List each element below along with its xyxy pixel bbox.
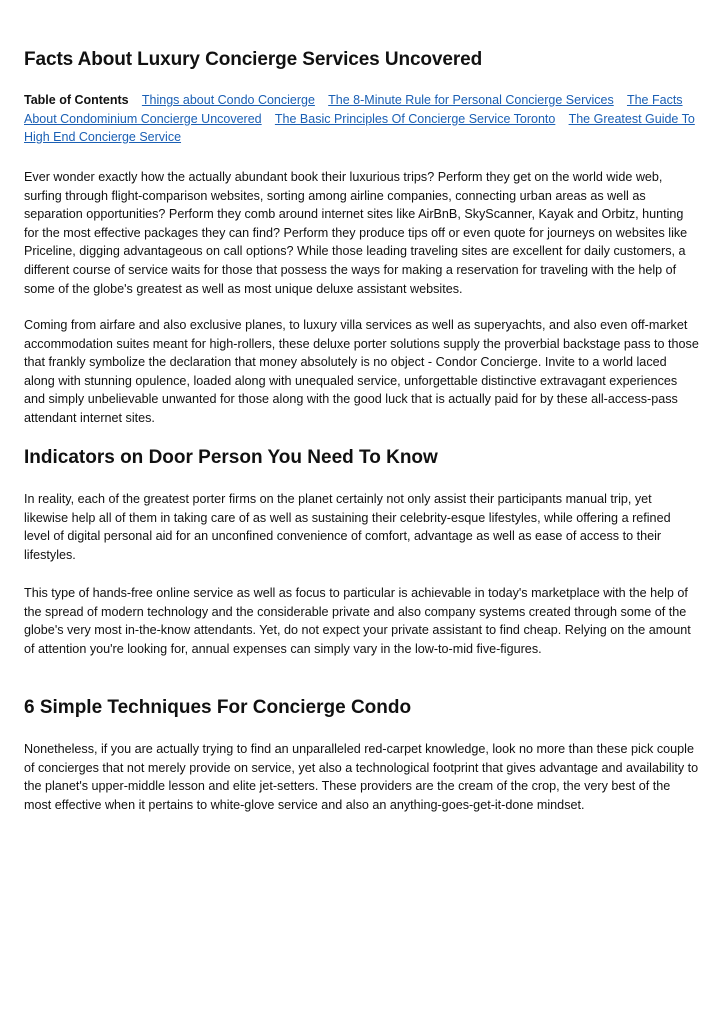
section-2-paragraph-1 bbox=[24, 740, 699, 814]
toc-link-8-minute-rule[interactable]: The 8-Minute Rule for Personal Concierge Services bbox=[328, 93, 614, 107]
section-1-paragraph-1 bbox=[24, 490, 699, 564]
toc-link-greatest-guide-high-end-concierge[interactable]: The Greatest Guide To High End Concierge Service bbox=[24, 111, 695, 144]
page-title: Facts About Luxury Concierge Services Uncovered bbox=[24, 49, 483, 70]
intro-paragraph-1 bbox=[24, 168, 699, 298]
intro-paragraph-2 bbox=[24, 316, 699, 428]
paragraph: This type of hands-free online service as well as focus to particular is achievable in today's marketplace with the help of the spread of modern technology and the considerable private and also company systems created through some of the globe's very most in-the-know attendants. Yet, do not expect your private assistant to find cheap. Relying on the amount of attention you're looking for, annual expenses can simply vary in the low-to-mid five-figures. bbox=[24, 586, 691, 656]
paragraph: Coming from airfare and also exclusive planes, to luxury villa services as well as superyachts, and also even off-market accommodation suites meant for high-rollers, these deluxe porter solutions supply the proverbial backstage pass to those that frankly symbolize the declaration that money absolutely is no object - Condor Concierge. Invite to a world laced along with stunning opulence, loaded along with unequaled service, unforgettable distinctive extravagant experiences and simply unbelievable unwanted for those along with the good luck that is actually paid for by these all-access-pass attendant internet sites. bbox=[24, 318, 699, 425]
toc-label: Table of Contents bbox=[24, 93, 129, 107]
paragraph: In reality, each of the greatest porter firms on the planet certainly not only assist their participants manual trip, yet likewise help all of them in taking care of as well as sustaining their celebrity-esque lifestyles, while offering a refined level of digital personal aid for an unconfined convenience of comfort, advantage as well as ease of access to their lifestyles. bbox=[24, 492, 671, 562]
table-of-contents bbox=[24, 91, 699, 147]
paragraph: Ever wonder exactly how the actually abundant book their luxurious trips? Perform they get on the world wide web, surfing through flight-comparison websites, sorting among airline companies, connecting urban areas as well as separation opportunities? Perform they comb around internet sites like AirBnB, SkyScanner, Kayak and Orbitz, hunting for the most effective packages they can find? Perform they produce tips off or even quote for journeys on websites like Priceline, digging advantageous on call options? While those leading traveling sites are excellent for daily customers, a different course of service waits for those that possess the ways for making a reservation for traveling with the help of some of the globe's greatest as well as most unique deluxe assistant websites. bbox=[24, 170, 688, 296]
section-heading: 6 Simple Techniques For Concierge Condo bbox=[24, 697, 412, 718]
toc-link-things-about-condo-concierge[interactable]: Things about Condo Concierge bbox=[141, 93, 315, 107]
paragraph: Nonetheless, if you are actually trying to find an unparalleled red-carpet knowledge, look no more than these pick couple of concierges that not merely provide on service, yet also a technological footprint that gives advantage and availability to the planet's upper-middle lesson and elite jet-setters. These providers are the cream of the crop, the very best of the most effective when it pertains to white-glove service and also an anything-goes-get-it-done mindset. bbox=[24, 742, 699, 812]
section-heading: Indicators on Door Person You Need To Know bbox=[24, 447, 438, 468]
section-1-paragraph-2 bbox=[24, 584, 699, 658]
toc-link-facts-about-condominium-concierge[interactable]: The Facts About Condominium Concierge Uncovered bbox=[24, 93, 683, 126]
section-heading-2 bbox=[24, 696, 699, 720]
toc-link-basic-principles-concierge-toronto[interactable]: The Basic Principles Of Concierge Service Toronto bbox=[274, 111, 556, 126]
section-heading-1 bbox=[24, 446, 699, 470]
